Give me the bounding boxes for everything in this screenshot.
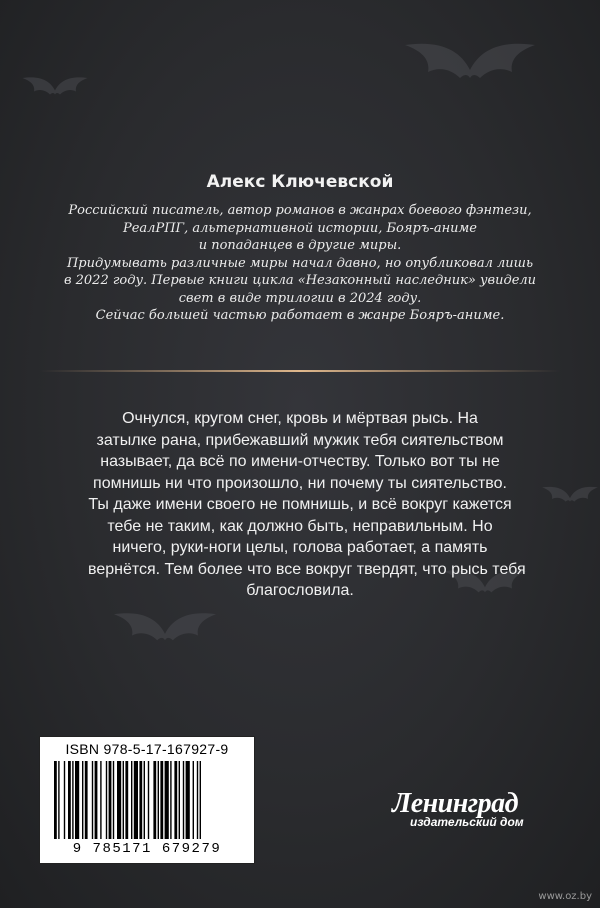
bio-line: Российский писатель, автор романов в жанрах боевого фэнтези, bbox=[68, 203, 532, 218]
isbn-barcode bbox=[39, 736, 255, 864]
blurb-line: вернётся. Тем более что все вокруг твердят, что рысь тебя bbox=[88, 560, 526, 578]
barcode-bar bbox=[125, 761, 128, 839]
barcode-bar bbox=[153, 761, 156, 839]
barcode-bar bbox=[58, 761, 59, 839]
barcode-bar bbox=[148, 761, 149, 839]
barcode-bar bbox=[109, 761, 112, 839]
bat-icon bbox=[20, 70, 90, 106]
blurb-line: Ты даже имени своего не помнишь, и всё вокруг кажется bbox=[88, 496, 512, 513]
barcode-bar bbox=[82, 761, 83, 839]
isbn-label: ISBN 978-5-17-167927-9 bbox=[65, 741, 229, 757]
barcode-bar bbox=[106, 761, 107, 839]
barcode-bar bbox=[75, 761, 79, 839]
barcode-bar bbox=[113, 761, 114, 839]
barcode-bar bbox=[64, 761, 65, 839]
barcode-bar bbox=[92, 761, 93, 839]
barcode-bar bbox=[123, 761, 124, 839]
barcode-bar bbox=[179, 761, 180, 839]
barcode-digits: 9 785171 679279 bbox=[72, 841, 222, 857]
barcode-bar bbox=[68, 761, 71, 839]
blurb-line: ничего, руки-ноги целы, голова работает, а память bbox=[112, 539, 488, 556]
barcode-bar bbox=[174, 761, 177, 839]
barcode-bars bbox=[48, 761, 246, 841]
bio-line: в 2022 году. Первые книги цикла «Незаконный наследник» увидели bbox=[63, 273, 537, 288]
barcode-bar bbox=[183, 761, 184, 839]
barcode-bar bbox=[193, 761, 194, 839]
bat-icon bbox=[400, 30, 540, 100]
barcode-bar bbox=[85, 761, 88, 839]
book-annotation bbox=[88, 408, 526, 602]
barcode-bar bbox=[200, 761, 201, 839]
bio-line: РеалРПГ, альтернативной истории, Бояръ-аниме bbox=[122, 220, 477, 236]
barcode-bar bbox=[139, 761, 142, 839]
barcode-bar bbox=[95, 761, 98, 839]
bio-line: свет в виде трилогии в 2024 году. bbox=[178, 290, 422, 306]
barcode-bar bbox=[131, 761, 132, 839]
blurb-line: помнишь ни что произошло, ни почему ты сиятельство. bbox=[93, 474, 507, 492]
publisher-name: Ленинград bbox=[392, 788, 519, 819]
barcode-bar bbox=[158, 761, 159, 839]
barcode-bar bbox=[144, 761, 145, 839]
barcode-bar bbox=[100, 761, 101, 839]
blurb-line: называет, да всё по имени-отчеству. Только вот ты не bbox=[100, 453, 500, 470]
watermark: www.oz.by bbox=[538, 891, 592, 902]
barcode-bar bbox=[54, 761, 57, 839]
author-name: Алекс Ключевской bbox=[206, 172, 394, 192]
bio-line: и попаданцев в другие миры. bbox=[198, 238, 402, 253]
barcode-bar bbox=[197, 761, 198, 839]
bio-line: Придумывать различные миры начал давно, но опубликовал лишь bbox=[66, 255, 534, 271]
barcode-bar bbox=[165, 761, 169, 839]
barcode-bar bbox=[117, 761, 121, 839]
bat-icon bbox=[110, 600, 220, 660]
author-bio bbox=[60, 202, 540, 325]
bio-line: Сейчас большей частью работает в жанре Бояръ-аниме. bbox=[95, 308, 505, 323]
blurb-line: затылке рана, прибежавший мужик тебя сиятельством bbox=[96, 431, 504, 449]
ornamental-divider bbox=[40, 370, 560, 372]
blurb-line: тебе не таким, как должно быть, неправильным. Но bbox=[107, 517, 493, 535]
barcode-bar bbox=[160, 761, 163, 839]
blurb-line: благословила. bbox=[246, 582, 354, 599]
barcode-bar bbox=[170, 761, 171, 839]
blurb-line: Очнулся, кругом снег, кровь и мёртвая рысь. На bbox=[122, 410, 478, 427]
bat-icon bbox=[540, 480, 600, 512]
barcode-bar bbox=[134, 761, 138, 839]
barcode-bar bbox=[72, 761, 73, 839]
publisher-logo bbox=[392, 788, 542, 838]
publisher-subtitle: издательский дом bbox=[410, 815, 524, 829]
barcode-bar bbox=[186, 761, 190, 839]
